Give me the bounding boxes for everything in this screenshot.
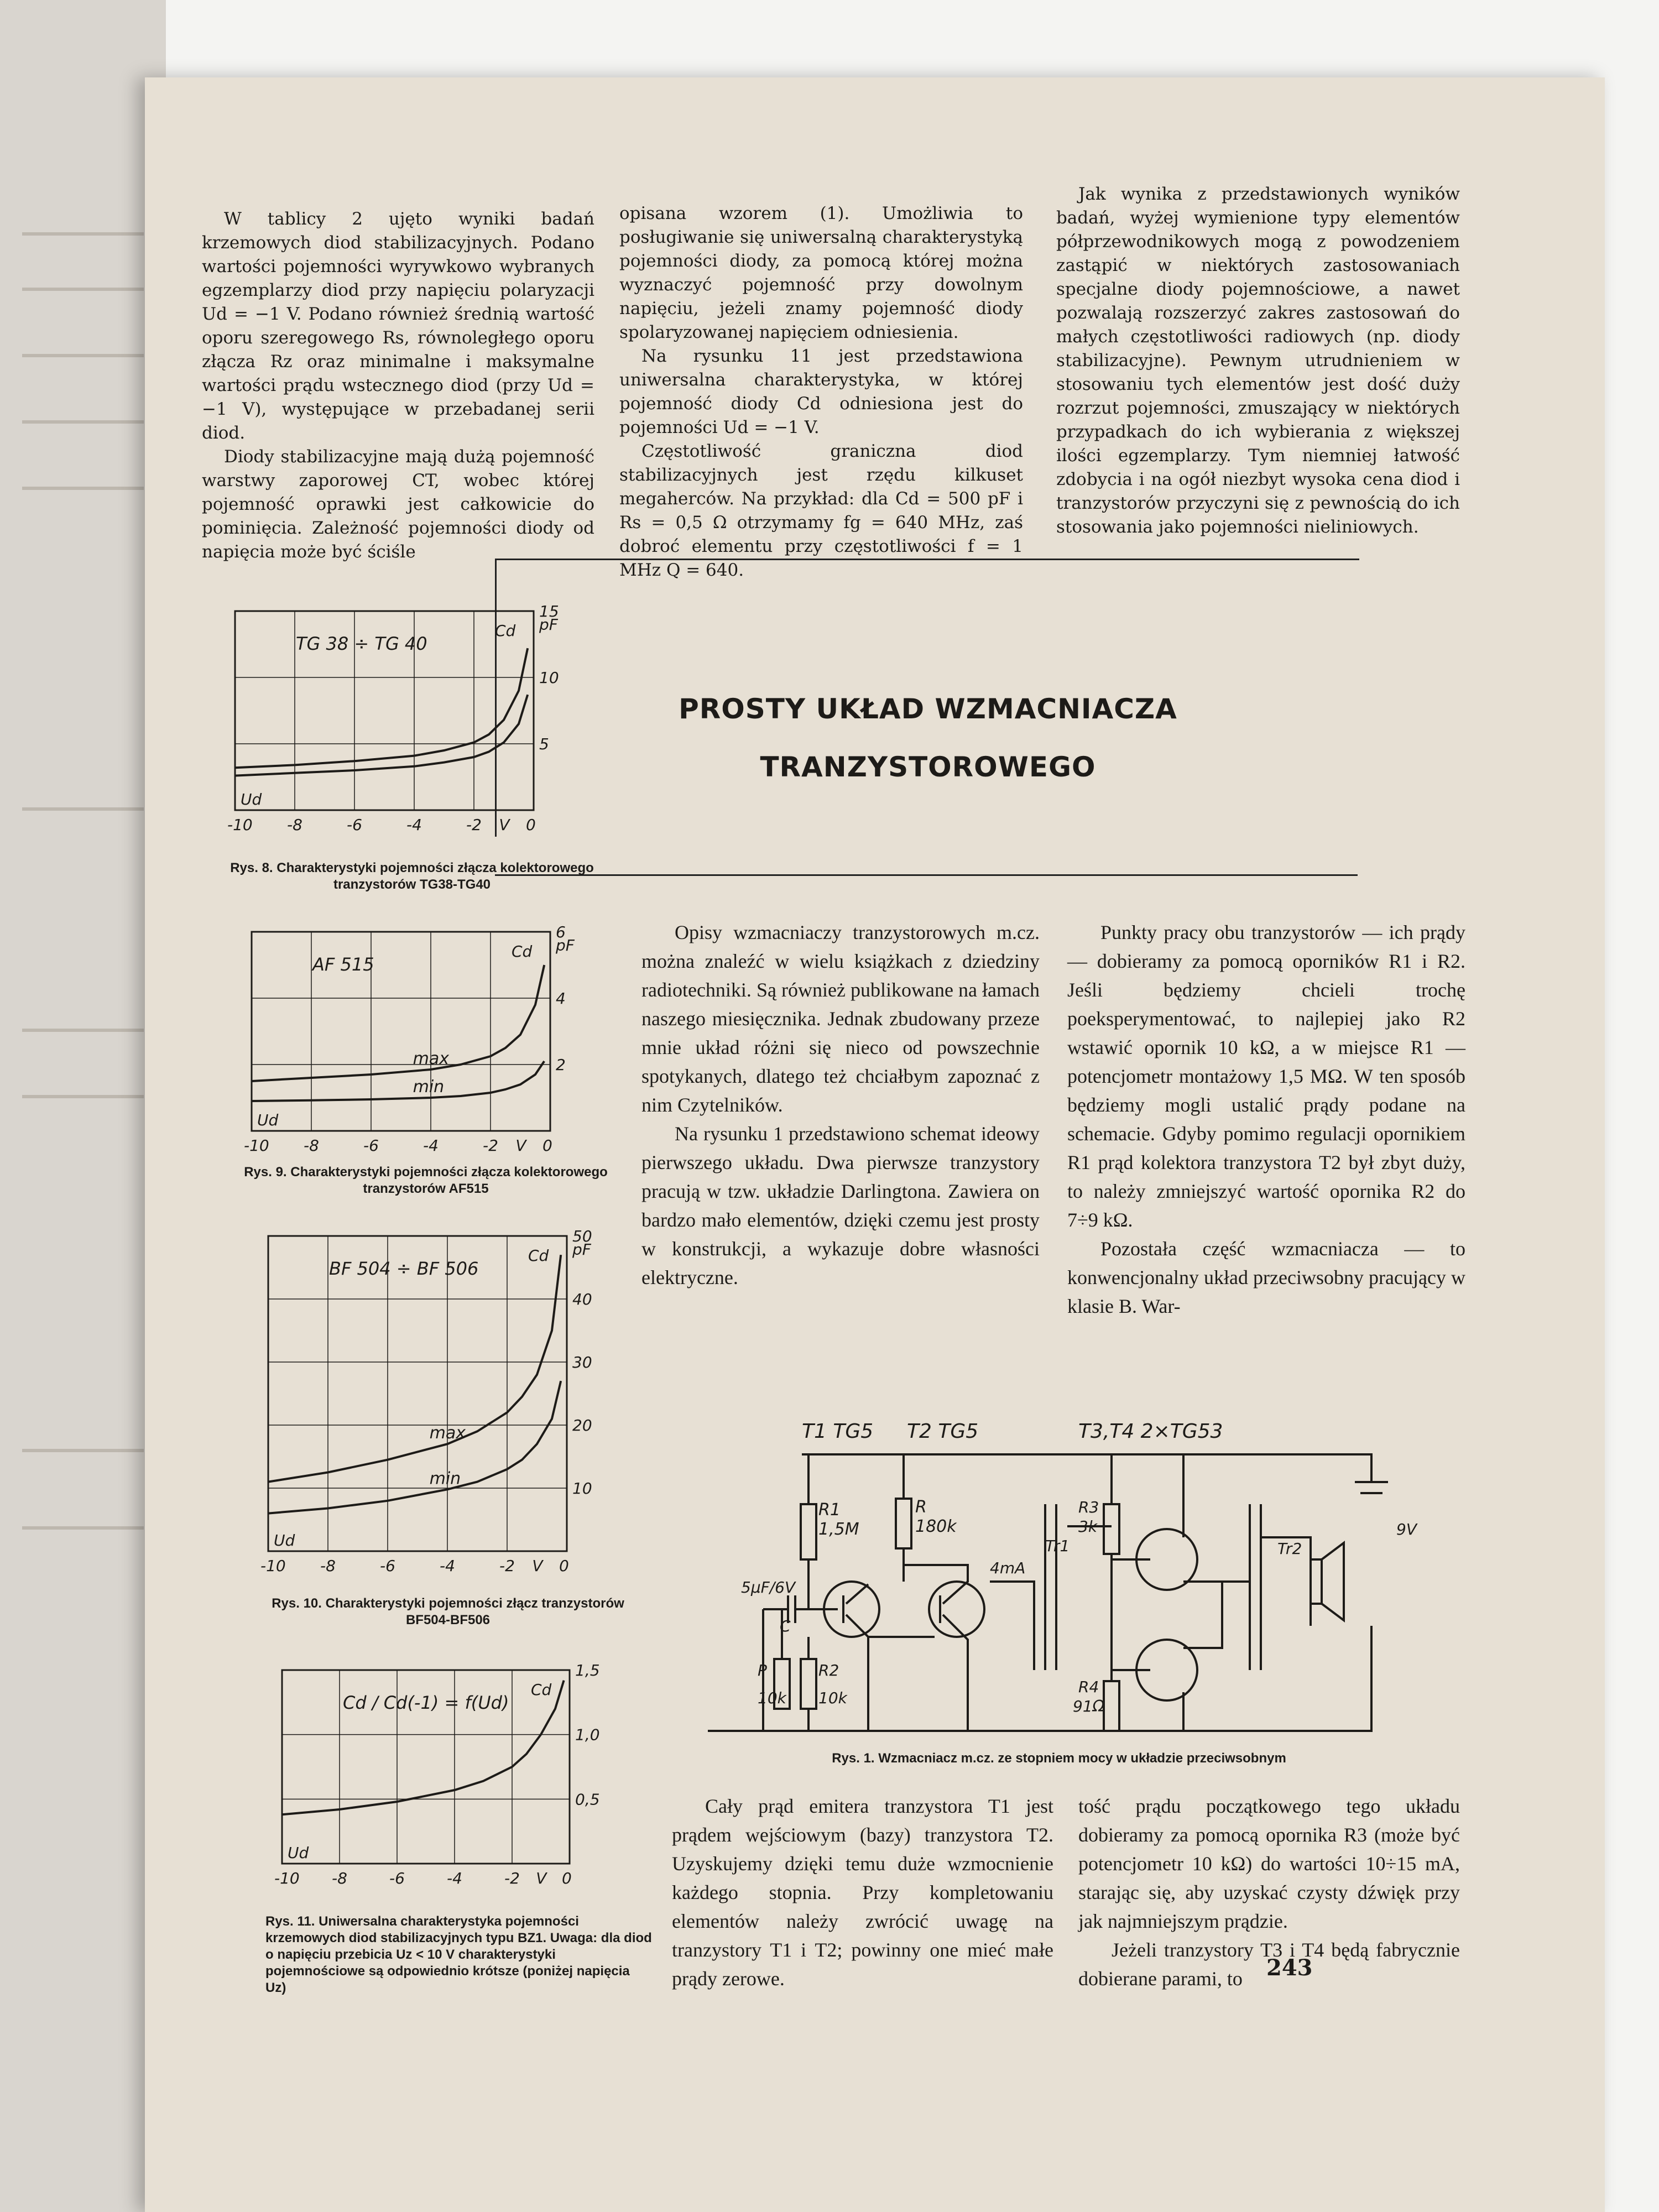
x-axis-label: Ud — [257, 1111, 279, 1129]
chart-title: AF 515 — [312, 954, 374, 975]
schematic-label: 180k — [915, 1517, 957, 1536]
y-tick-label: 15 — [539, 602, 559, 620]
resistor-r3 — [1104, 1504, 1119, 1554]
article-column-2 — [1067, 918, 1465, 1321]
column-left-top — [202, 207, 594, 564]
previous-page-edge — [0, 0, 166, 2212]
x-tick-label: -10 — [244, 1136, 269, 1155]
paragraph: opisana wzorem (1). Umożliwia to posługiwanie się uniwersalną charakterystyką pojemności diody, za pomocą której można wyznaczyć pojemność przy dowolnym napięciu, jeżeli znamy pojemność diody spolaryzowanej napięciem odniesienia. — [619, 204, 1023, 342]
y-tick-label: 50 — [572, 1227, 592, 1245]
schematic-label: 1,5M — [818, 1520, 859, 1539]
amplifier-schematic — [691, 1416, 1454, 1744]
y-tick-label: 4 — [556, 989, 566, 1008]
figure-8-caption: Rys. 8. Charakterystyki pojemności złącza kolektorowego tranzystorów TG38-TG40 — [230, 860, 594, 892]
series-line-min — [252, 1061, 544, 1101]
battery-icon — [1355, 1482, 1388, 1493]
x-tick-label: -6 — [347, 816, 362, 834]
schematic-label: T1 TG5 — [802, 1420, 874, 1443]
chart-fig10 — [257, 1227, 611, 1587]
x-tick-label: -2 — [504, 1869, 520, 1887]
series-label: max — [413, 1049, 449, 1068]
schematic-label: R4 — [1078, 1678, 1099, 1696]
x-tick-label: -8 — [287, 816, 302, 834]
y-tick-label: 30 — [572, 1353, 592, 1371]
title-rule — [495, 874, 1358, 876]
y-tick-label: 10 — [539, 669, 559, 687]
chart-title: Cd / Cd(-1) = f(Ud) — [343, 1692, 509, 1713]
paragraph: Jeżeli tranzystory T3 i T4 będą fabrycznie dobierane parami, to — [1078, 1939, 1460, 1990]
x-tick-label: -6 — [380, 1557, 395, 1575]
x-tick-label: -4 — [406, 816, 422, 834]
x-tick-label: -4 — [440, 1557, 455, 1575]
chart-title: BF 504 ÷ BF 506 — [329, 1258, 479, 1279]
schematic-label: R2 — [818, 1661, 839, 1679]
x-tick-label: -6 — [389, 1869, 405, 1887]
chart-svg — [271, 1661, 614, 1897]
schematic-label: T2 TG5 — [907, 1420, 979, 1443]
chart-title: TG 38 ÷ TG 40 — [296, 633, 427, 654]
y-tick-label: 1,5 — [575, 1661, 600, 1679]
x-tick-label: -10 — [227, 816, 253, 834]
x-tick-label: -2 — [499, 1557, 515, 1575]
y-tick-label: pF — [572, 1240, 591, 1259]
y-tick-label: pF — [539, 615, 558, 634]
x-tick-label: -2 — [483, 1136, 498, 1155]
x-tick-label: 0 — [562, 1869, 572, 1887]
figure-10-caption: Rys. 10. Charakterystyki pojemności złącz tranzystorów BF504-BF506 — [272, 1596, 624, 1627]
chart-fig11 — [271, 1661, 614, 1899]
supply-rail — [802, 1454, 1371, 1482]
y-tick-label: pF — [556, 936, 575, 954]
article-title-box — [495, 559, 1359, 837]
schematic-label: 91Ω — [1073, 1697, 1105, 1715]
y-axis-label: Cd — [495, 622, 516, 640]
x-tick-label: 0 — [559, 1557, 569, 1575]
series-label: max — [429, 1423, 466, 1443]
schematic-label: 10k — [758, 1689, 786, 1707]
x-axis-label: Ud — [288, 1844, 309, 1862]
x-tick-label: V — [499, 816, 510, 834]
column-right-top — [1056, 182, 1460, 539]
schematic-label: R3 — [1078, 1498, 1099, 1516]
x-tick-label: -2 — [466, 816, 482, 834]
paragraph: Punkty pracy obu tranzystorów — ich prądy — dobieramy za pomocą oporników R1 i R2. Jeśli będziemy chcieli trochę poeksperymentować, to najlepiej jako R2 wstawić opornik 10 kΩ, a w miejsce R1 — potencjometr montażowy 1,5 MΩ. W ten sposób będziemy mogli ustalić prądy podane na schemacie. Gdyby pomimo regulacji opornikiem R1 prąd kolektora tranzystora T2 był zbyt duży, to należy zmniejszyć wartość opornika R2 do 7÷9 kΩ. — [1067, 921, 1465, 1231]
chart-svg — [224, 602, 578, 843]
schematic-label: P — [758, 1661, 767, 1679]
paragraph: Cały prąd emitera tranzystora T1 jest prądem wejściowym (bazy) tranzystora T2. Uzyskujemy dzięki temu duże wzmocnienie każdego stopnia. Przy kompletowaniu elementów należy zwrócić uwagę na tranzystory T1 i T2; powinny one mieć małe prądy zerowe. — [672, 1795, 1053, 1990]
article-column-1 — [641, 918, 1040, 1292]
paragraph: Opisy wzmacniaczy tranzystorowych m.cz. można znaleźć w wielu książkach z dziedziny radiotechniki. Są również publikowane na łamach naszego miesięcznika. Jednak zbudowany przeze mnie układ różni się nieco od powszechnie spotykanych, dlatego też chciałbym zapoznać z nim Czytelników. — [641, 921, 1040, 1116]
y-tick-label: 6 — [556, 923, 566, 941]
article-title-line-1: PROSTY UKŁAD WZMACNIACZA — [679, 693, 1177, 725]
y-tick-label: 0,5 — [575, 1790, 600, 1809]
x-tick-label: -4 — [423, 1136, 439, 1155]
chart-svg — [257, 1227, 611, 1584]
y-tick-label: 1,0 — [575, 1725, 600, 1744]
figure-1-caption: Rys. 1. Wzmacniacz m.cz. ze stopniem mocy w układzie przeciwsobnym — [832, 1751, 1286, 1766]
column-mid-top — [619, 202, 1023, 582]
x-tick-label: -8 — [320, 1557, 336, 1575]
resistor-r — [896, 1499, 911, 1548]
paragraph: Diody stabilizacyjne mają dużą pojemność warstwy zaporowej CT, wobec której pojemność oprawki jest całkowicie do pominięcia. Zależność pojemności diody od napięcia może być ściśle — [202, 447, 594, 562]
paragraph: Częstotliwość graniczna diod stabilizacyjnych jest rzędu kilkuset megaherców. Na przykład: dla Cd = 500 pF i Rs = 0,5 Ω otrzymamy fg = 640 MHz, zaś dobroć elementu przy częstotliwości f = 1 MHz Q = 640. — [619, 441, 1023, 580]
y-axis-label: Cd — [528, 1246, 549, 1265]
paragraph: Na rysunku 11 jest przedstawiona uniwersalna charakterystyka, w której pojemność diody Cd odniesiona jest do pojemności Ud = −1 V. — [619, 346, 1023, 437]
y-tick-label: 40 — [572, 1290, 592, 1308]
x-tick-label: 0 — [526, 816, 536, 834]
x-tick-label: -6 — [363, 1136, 379, 1155]
speaker-icon — [1311, 1543, 1344, 1620]
resistor-r1 — [801, 1504, 816, 1559]
y-tick-label: 20 — [572, 1416, 592, 1434]
x-tick-label: V — [515, 1136, 526, 1155]
y-axis-label: Cd — [512, 942, 533, 961]
y-tick-label: 10 — [572, 1479, 592, 1498]
schematic-label: 4mA — [990, 1559, 1026, 1577]
schematic-label: 9V — [1396, 1520, 1417, 1538]
paragraph: Na rysunku 1 przedstawiono schemat ideowy pierwszego układu. Dwa pierwsze tranzystory pracują w tzw. układzie Darlingtona. Zawiera on bardzo mało elementów, dzięki czemu jest prosty w konstrukcji, a wykazuje dobre własności elektryczne. — [641, 1123, 1040, 1288]
plot-frame — [268, 1236, 567, 1551]
x-axis-label: Ud — [241, 790, 262, 808]
y-tick-label: 5 — [539, 735, 549, 753]
y-axis-label: Cd — [531, 1681, 552, 1699]
chart-fig9 — [241, 923, 594, 1166]
series-line-max — [252, 965, 544, 1081]
x-tick-label: -10 — [260, 1557, 286, 1575]
paragraph: Jak wynika z przedstawionych wyników badań, wyżej wymienione typy elementów półprzewodnikowych mogą z powodzeniem zastąpić w niektórych zastosowaniach specjalne diody pojemnościowe, a nawet pozwalają rozszerzyć zakres zastosowań do małych częstotliwości radiowych (np. diody stabilizacyjne). Pewnym utrudnieniem w stosowaniu tych elementów jest dość duży rozrzut pojemności, zmuszający w niektórych przypadkach do ich wybierania z większej ilości egzemplarzy. Tym niemniej łatwość zdobycia i na ogół niezbyt wysoka cena diod i tranzystorów przyczyni się z pewnością do ich stosowania jako pojemności nieliniowych. — [1056, 184, 1460, 537]
schematic-label: R1 — [818, 1500, 841, 1520]
resistor-r2 — [801, 1659, 816, 1709]
series-label: min — [429, 1469, 461, 1489]
schematic-label: 5μF/6V — [741, 1578, 796, 1597]
transformer-tr2 — [1222, 1504, 1311, 1670]
x-axis-label: Ud — [274, 1531, 295, 1550]
figure-9-caption: Rys. 9. Charakterystyki pojemności złącza kolektorowego tranzystorów AF515 — [244, 1165, 608, 1196]
schematic-label: Tr2 — [1277, 1540, 1302, 1558]
x-tick-label: V — [536, 1869, 547, 1887]
chart-fig8 — [224, 602, 578, 846]
schematic-label: T3,T4 2×TG53 — [1078, 1420, 1223, 1443]
series-line-upper — [235, 648, 528, 768]
x-tick-label: -8 — [304, 1136, 319, 1155]
resistor-r4 — [1104, 1681, 1119, 1731]
x-tick-label: -8 — [332, 1869, 347, 1887]
series-line-lower — [235, 695, 528, 775]
y-tick-label: 2 — [556, 1056, 566, 1074]
x-tick-label: V — [532, 1557, 543, 1575]
article-title-line-2: TRANZYSTOROWEGO — [760, 751, 1096, 783]
schematic-label: Tr1 — [1045, 1537, 1070, 1555]
page-number: 243 — [1266, 1955, 1313, 1981]
series-line-max — [268, 1255, 561, 1481]
paragraph: W tablicy 2 ujęto wyniki badań krzemowych diod stabilizacyjnych. Podano wartości pojemności wyrywkowo wybranych egzemplarzy diod przy napięciu polaryzacji Ud = −1 V. Podano również średnią wartość oporu szeregowego Rs, równoległego oporu złącza Rz oraz minimalne i maksymalne wartości prądu wstecznego diod (przy Ud = −1 V), występujące w przebadanej serii diod. — [202, 209, 594, 443]
schematic-label: 3k — [1078, 1517, 1098, 1536]
x-tick-label: -4 — [447, 1869, 462, 1887]
figure-11-caption: Rys. 11. Uniwersalna charakterystyka pojemności krzemowych diod stabilizacyjnych typu BZ1. Uwaga: dla diod o napięciu przebicia Uz < 10 V charakterystyki pojemnościowe są odpowiednio krótsze (poniżej napięcia Uz) — [265, 1914, 652, 1995]
schematic-label: R — [915, 1498, 927, 1517]
chart-svg — [241, 923, 594, 1164]
x-tick-label: 0 — [542, 1136, 552, 1155]
schematic-label: 10k — [818, 1689, 847, 1707]
article-column-3 — [672, 1792, 1053, 1993]
x-tick-label: -10 — [274, 1869, 300, 1887]
paragraph: tość prądu początkowego tego układu dobieramy za pomocą opornika R3 (może być potencjometr 10 kΩ) do wartości 10÷15 mA, starając się, aby uzyskać czysty dźwięk przy jak najmniejszym prądzie. — [1078, 1795, 1460, 1932]
series-label: min — [413, 1077, 445, 1097]
schematic-label: C — [780, 1617, 791, 1635]
paragraph: Pozostała część wzmacniacza — to konwencjonalny układ przeciwsobny pracujący w klasie B. War- — [1067, 1238, 1465, 1317]
